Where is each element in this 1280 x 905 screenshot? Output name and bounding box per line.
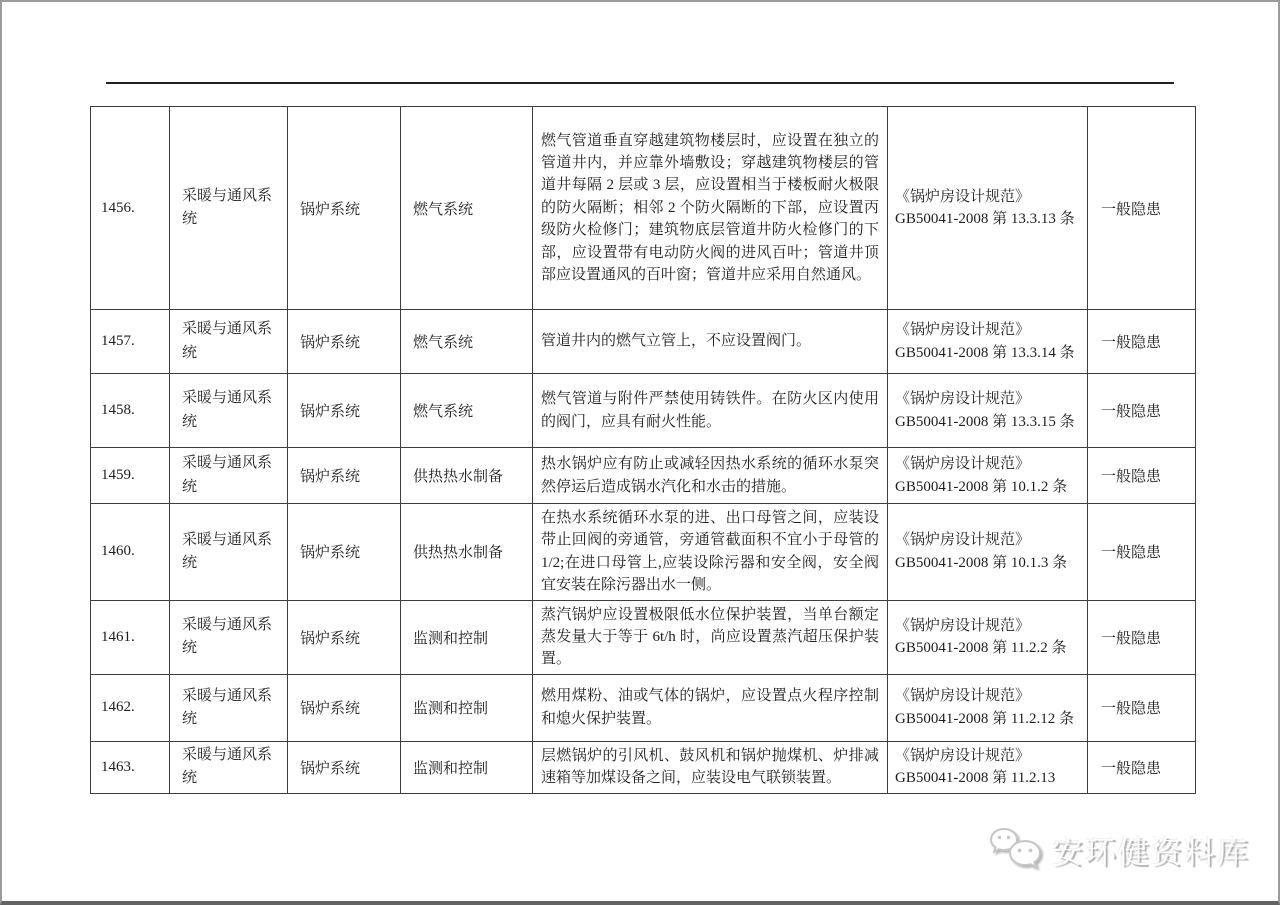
- table-row: [91, 448, 1196, 504]
- table-row: [91, 374, 1196, 448]
- category-cell: 监测和控制: [401, 600, 533, 674]
- row-number-cell: 1457.: [91, 310, 170, 374]
- row-number-cell: 1460.: [91, 504, 170, 601]
- hazard-level-cell: 一般隐患: [1088, 674, 1196, 741]
- subsystem-cell: 锅炉系统: [288, 504, 401, 601]
- description-cell: 燃气管道与附件严禁使用铸铁件。在防火区内使用的阀门，应具有耐火性能。: [533, 374, 888, 448]
- subsystem-cell: 锅炉系统: [288, 741, 401, 793]
- system-cell: 采暖与通风系统: [170, 504, 288, 601]
- reference-cell: 《锅炉房设计规范》 GB50041-2008 第 13.3.14 条: [888, 310, 1088, 374]
- reference-cell: 《锅炉房设计规范》 GB50041-2008 第 13.3.15 条: [888, 374, 1088, 448]
- subsystem-cell: 锅炉系统: [288, 448, 401, 504]
- system-cell: 采暖与通风系统: [170, 448, 288, 504]
- system-cell: 采暖与通风系统: [170, 107, 288, 310]
- description-cell: 管道井内的燃气立管上，不应设置阀门。: [533, 310, 888, 374]
- row-number-cell: 1463.: [91, 741, 170, 793]
- category-cell: 监测和控制: [401, 741, 533, 793]
- table-row: [91, 504, 1196, 601]
- subsystem-cell: 锅炉系统: [288, 107, 401, 310]
- category-cell: 燃气系统: [401, 310, 533, 374]
- description-cell: 在热水系统循环水泵的进、出口母管之间，应装设带止回阀的旁通管，旁通管截面积不宜小于母管的 1/2;在进口母管上,应装设除污器和安全阀，安全阀宜安装在除污器出水一侧。: [533, 504, 888, 601]
- hazard-level-cell: 一般隐患: [1088, 504, 1196, 601]
- category-cell: 燃气系统: [401, 374, 533, 448]
- row-number-cell: 1461.: [91, 600, 170, 674]
- category-cell: 供热热水制备: [401, 504, 533, 601]
- table-row: [91, 107, 1196, 310]
- table-row: [91, 310, 1196, 374]
- category-cell: 供热热水制备: [401, 448, 533, 504]
- hazard-level-cell: 一般隐患: [1088, 741, 1196, 793]
- reference-cell: 《锅炉房设计规范》 GB50041-2008 第 10.1.3 条: [888, 504, 1088, 601]
- reference-cell: 《锅炉房设计规范》 GB50041-2008 第 10.1.2 条: [888, 448, 1088, 504]
- description-cell: 蒸汽锅炉应设置极限低水位保护装置，当单台额定蒸发量大于等于 6t/h 时，尚应设置蒸汽超压保护装置。: [533, 600, 888, 674]
- description-cell: 热水锅炉应有防止或减轻因热水系统的循环水泵突然停运后造成锅水汽化和水击的措施。: [533, 448, 888, 504]
- row-number-cell: 1456.: [91, 107, 170, 310]
- reference-cell: 《锅炉房设计规范》 GB50041-2008 第 11.2.12 条: [888, 674, 1088, 741]
- hazard-level-cell: 一般隐患: [1088, 600, 1196, 674]
- hazard-level-cell: 一般隐患: [1088, 310, 1196, 374]
- watermark-text: 安环健资料库: [1052, 834, 1250, 870]
- system-cell: 采暖与通风系统: [170, 674, 288, 741]
- reference-cell: 《锅炉房设计规范》 GB50041-2008 第 13.3.13 条: [888, 107, 1088, 310]
- hazard-level-cell: 一般隐患: [1088, 448, 1196, 504]
- system-cell: 采暖与通风系统: [170, 310, 288, 374]
- table-row: [91, 600, 1196, 674]
- category-cell: 监测和控制: [401, 674, 533, 741]
- system-cell: 采暖与通风系统: [170, 600, 288, 674]
- subsystem-cell: 锅炉系统: [288, 374, 401, 448]
- row-number-cell: 1458.: [91, 374, 170, 448]
- reference-cell: 《锅炉房设计规范》 GB50041-2008 第 11.2.13: [888, 741, 1088, 793]
- description-cell: 燃用煤粉、油或气体的锅炉，应设置点火程序控制和熄火保护装置。: [533, 674, 888, 741]
- subsystem-cell: 锅炉系统: [288, 310, 401, 374]
- description-cell: 燃气管道垂直穿越建筑物楼层时，应设置在独立的管道井内，并应靠外墙敷设；穿越建筑物楼层的管道井每隔 2 层或 3 层，应设置相当于楼板耐火极限的防火隔断；相邻 2 个防火隔断的下部，应设置丙级防火检修门；建筑物底层管道井防火检修门的下部，应设置带有电动防火阀的进风百叶；管道井顶部应设置通风的百叶窗；管道井应采用自然通风。: [533, 107, 888, 310]
- table-row: [91, 741, 1196, 793]
- hazard-checklist-table: [90, 106, 1196, 794]
- subsystem-cell: 锅炉系统: [288, 674, 401, 741]
- wechat-icon: [988, 826, 1044, 872]
- hazard-level-cell: 一般隐患: [1088, 107, 1196, 310]
- watermark: [988, 826, 1250, 872]
- hazard-level-cell: 一般隐患: [1088, 374, 1196, 448]
- header-rule: [106, 82, 1174, 84]
- row-number-cell: 1462.: [91, 674, 170, 741]
- reference-cell: 《锅炉房设计规范》 GB50041-2008 第 11.2.2 条: [888, 600, 1088, 674]
- description-cell: 层燃锅炉的引风机、鼓风机和锅炉抛煤机、炉排减速箱等加煤设备之间，应装设电气联锁装置。: [533, 741, 888, 793]
- system-cell: 采暖与通风系统: [170, 374, 288, 448]
- table-row: [91, 674, 1196, 741]
- row-number-cell: 1459.: [91, 448, 170, 504]
- subsystem-cell: 锅炉系统: [288, 600, 401, 674]
- category-cell: 燃气系统: [401, 107, 533, 310]
- system-cell: 采暖与通风系统: [170, 741, 288, 793]
